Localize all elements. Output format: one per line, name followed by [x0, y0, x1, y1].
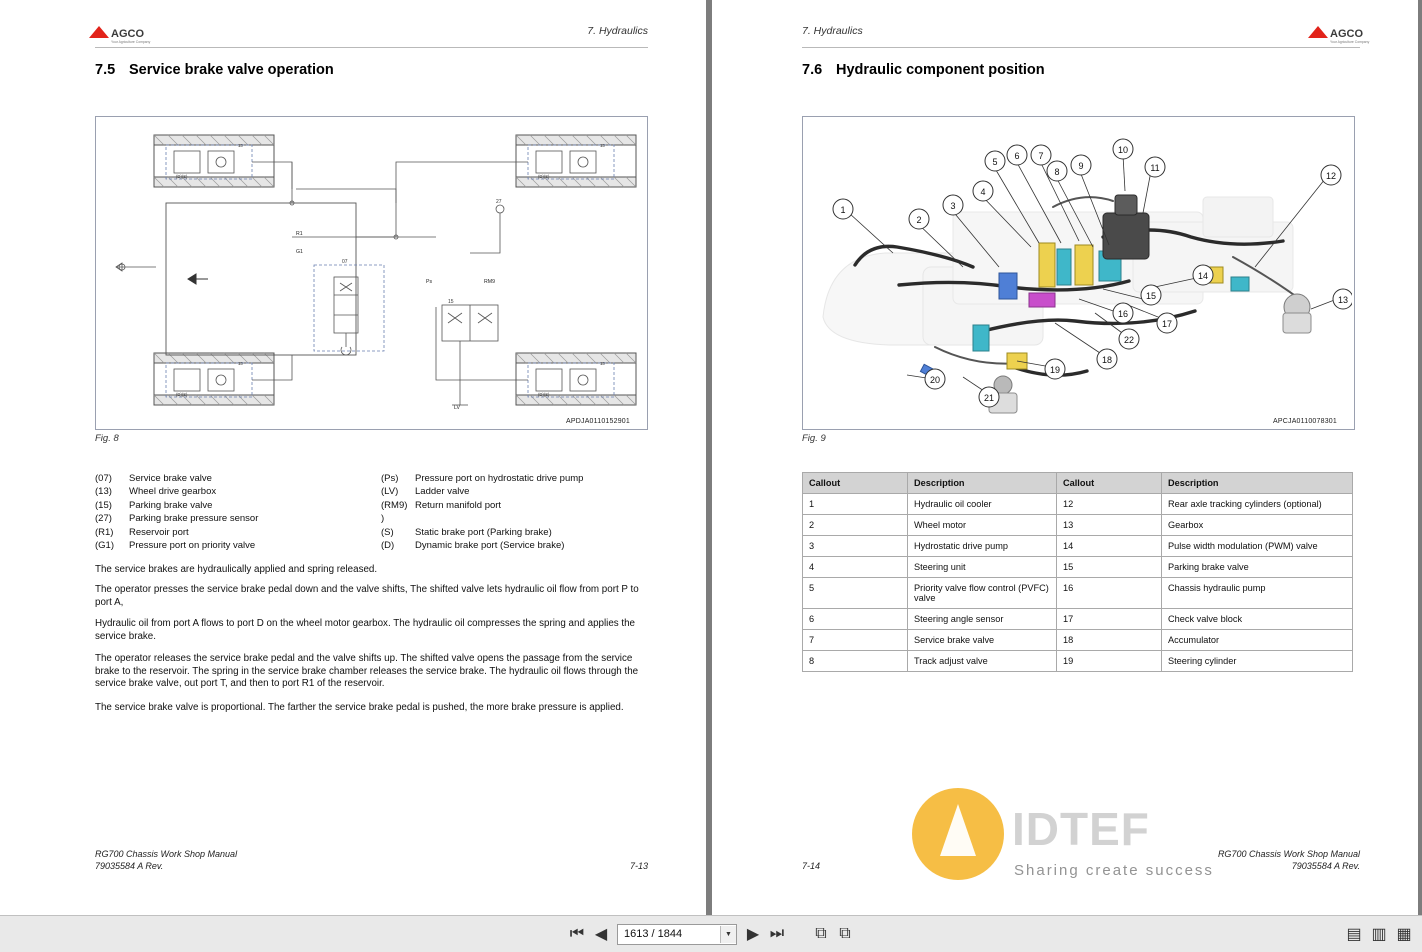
- cell-description: Check valve block: [1162, 609, 1353, 630]
- legend-item: (Ps) Pressure port on hydrostatic drive pump: [381, 473, 584, 484]
- svg-text:2: 2: [916, 215, 922, 225]
- cell-callout: 8: [803, 651, 908, 672]
- table-header-row: [803, 473, 1353, 494]
- svg-text:19: 19: [1049, 365, 1061, 375]
- table-row: [803, 515, 1353, 536]
- header-chapter-right: 7. Hydraulics: [802, 25, 863, 37]
- legend-item: (RM9) Return manifold port: [381, 499, 502, 511]
- single-page-view-icon[interactable]: ▤: [1346, 926, 1362, 943]
- svg-text:1: 1: [840, 205, 846, 215]
- legend-item: (15) Parking brake valve: [95, 499, 213, 511]
- svg-text:Your Agriculture Company: Your Agriculture Company: [111, 40, 151, 44]
- svg-text:7: 7: [1038, 151, 1044, 161]
- figure-9-label: Fig. 9: [802, 433, 826, 444]
- thumbnail-view-icon[interactable]: ▦: [1396, 926, 1412, 943]
- cell-description: Priority valve flow control (PVFC) valve: [908, 578, 1057, 609]
- svg-text:16: 16: [1117, 309, 1129, 319]
- agco-logo: [87, 24, 149, 44]
- footer-title-right: RG700 Chassis Work Shop Manual: [1217, 849, 1360, 859]
- footer-docnum-right: 79035584 A Rev.: [1291, 861, 1360, 871]
- pagination-controls: [569, 924, 853, 945]
- callout-table: [802, 472, 1353, 672]
- cell-description: Steering unit: [908, 557, 1057, 578]
- svg-text:G1: G1: [296, 249, 303, 255]
- svg-text:Your Agriculture Company: Your Agriculture Company: [1330, 40, 1370, 44]
- col-callout-1: Callout: [803, 473, 908, 494]
- footer-pageno-left: 7-13: [629, 861, 648, 871]
- viewer-toolbar[interactable]: [0, 915, 1422, 952]
- cell-description: Parking brake valve: [1162, 557, 1353, 578]
- figure-9-code: APCJA0110078301: [1273, 418, 1337, 425]
- fit-width-icon[interactable]: ⧉: [839, 925, 851, 942]
- cell-description: Accumulator: [1162, 630, 1353, 651]
- cell-callout: 4: [803, 557, 908, 578]
- cell-callout: 17: [1057, 609, 1162, 630]
- paragraph-1: The service brakes are hydraulically applied and spring released.: [95, 564, 378, 575]
- section-number-left: 7.5: [95, 62, 116, 78]
- svg-text:13: 13: [238, 361, 243, 366]
- table-row: [803, 494, 1353, 515]
- legend-item: (27) Parking brake pressure sensor: [95, 513, 259, 525]
- agco-logo-right: [1306, 24, 1368, 44]
- legend-item: (D) Dynamic brake port (Service brake): [381, 540, 565, 552]
- header-chapter-left: 7. Hydraulics: [587, 25, 648, 37]
- table-row: [803, 578, 1353, 609]
- svg-text:13: 13: [600, 143, 605, 148]
- last-page-button[interactable]: ⏭: [769, 925, 785, 942]
- svg-text:13: 13: [600, 361, 605, 366]
- svg-text:20: 20: [929, 375, 941, 385]
- page-number-input[interactable]: [617, 924, 737, 945]
- footer-left: [95, 848, 237, 872]
- svg-text:AGCO: AGCO: [1330, 28, 1363, 40]
- paragraph-5: The service brake valve is proportional. The farther the service brake pedal is pushed, the more brake pressure is applied.: [95, 702, 624, 713]
- footer-title-left: RG700 Chassis Work Shop Manual: [95, 849, 238, 859]
- cell-description: Steering angle sensor: [908, 609, 1057, 630]
- svg-text:18: 18: [1101, 355, 1113, 365]
- cell-description: Service brake valve: [908, 630, 1057, 651]
- legend-item: ): [381, 513, 385, 525]
- svg-text:17: 17: [1161, 319, 1173, 329]
- table-row: [803, 557, 1353, 578]
- cell-callout: 14: [1057, 536, 1162, 557]
- legend-item: (13) Wheel drive gearbox: [95, 486, 217, 498]
- footer-docnum-left: 79035584 A Rev.: [95, 861, 164, 871]
- svg-text:LV: LV: [454, 405, 460, 411]
- legend-item: (G1) Pressure port on priority valve: [95, 540, 256, 552]
- col-description-1: Description: [908, 473, 1057, 494]
- svg-text:07: 07: [342, 259, 348, 265]
- svg-text:15: 15: [448, 299, 454, 305]
- header-rule-left: [95, 47, 648, 48]
- col-callout-2: Callout: [1057, 473, 1162, 494]
- svg-text:3: 3: [950, 201, 956, 211]
- svg-text:5: 5: [992, 157, 998, 167]
- first-page-button[interactable]: ⏮: [569, 925, 585, 942]
- paragraph-4: The operator releases the service brake pedal and the valve shifts up. The shifted valve opens the passage from the service brake to the reservoir. The spring in the service brake chamber releases the service brake. The hydraulic oil flows through the service brake valve, out port T, and then to port R1 of the reservoir.: [95, 653, 639, 690]
- legend-item: (07) Service brake valve: [95, 473, 212, 484]
- cell-description: Wheel motor: [908, 515, 1057, 536]
- cell-description: Steering cylinder: [1162, 651, 1353, 672]
- page-header-right: [802, 22, 1370, 48]
- section-number-right: 7.6: [802, 62, 823, 78]
- legend-right-column: [381, 472, 651, 552]
- svg-text:14: 14: [1197, 271, 1209, 281]
- svg-text:11: 11: [1150, 163, 1160, 173]
- document-page-right: [712, 0, 1418, 916]
- svg-text:6: 6: [1014, 151, 1020, 161]
- svg-text:15: 15: [1145, 291, 1157, 301]
- cell-callout: 3: [803, 536, 908, 557]
- footer-pageno-right: 7-14: [802, 861, 821, 871]
- cell-description: Hydraulic oil cooler: [908, 494, 1057, 515]
- cell-callout: 12: [1057, 494, 1162, 515]
- cell-description: Gearbox: [1162, 515, 1353, 536]
- fit-page-icon[interactable]: ⧉: [815, 925, 827, 942]
- table-row: [803, 630, 1353, 651]
- svg-text:R1: R1: [296, 231, 303, 237]
- svg-text:Ps: Ps: [426, 279, 433, 285]
- svg-text:13: 13: [1337, 295, 1349, 305]
- figure-8-code: APDJA0110152901: [566, 418, 630, 425]
- chevron-down-icon[interactable]: ▼: [720, 926, 736, 943]
- page-header-left: [95, 22, 648, 48]
- figure-9: [802, 116, 1355, 430]
- cell-description: Chassis hydraulic pump: [1162, 578, 1353, 609]
- svg-text:10: 10: [1117, 145, 1129, 155]
- svg-text:(D)(S): (D)(S): [538, 174, 550, 179]
- next-page-button[interactable]: ▶: [746, 926, 760, 943]
- cell-description: Pulse width modulation (PWM) valve: [1162, 536, 1353, 557]
- footer-right: [1218, 848, 1360, 872]
- cell-description: Rear axle tracking cylinders (optional): [1162, 494, 1353, 515]
- svg-text:8: 8: [1054, 167, 1060, 177]
- document-page-left: [0, 0, 706, 916]
- svg-text:RM9: RM9: [484, 279, 495, 285]
- svg-text:(D)(S): (D)(S): [538, 392, 550, 397]
- page-number-value[interactable]: 1613 / 1844: [624, 928, 683, 940]
- legend-left-column: [95, 472, 285, 552]
- cell-callout: 1: [803, 494, 908, 515]
- cell-callout: 16: [1057, 578, 1162, 609]
- cell-callout: 19: [1057, 651, 1162, 672]
- cell-description: Track adjust valve: [908, 651, 1057, 672]
- figure-8: [95, 116, 648, 430]
- double-page-view-icon[interactable]: ▥: [1371, 926, 1387, 943]
- svg-text:(D)(S): (D)(S): [176, 392, 188, 397]
- cell-callout: 13: [1057, 515, 1162, 536]
- table-row: [803, 651, 1353, 672]
- watermark-tagline: Sharing create success: [1014, 862, 1214, 879]
- paragraph-3: Hydraulic oil from port A flows to port D on the wheel motor gearbox. The hydraulic oil compresses the spring and applies the service brake.: [95, 618, 636, 642]
- cell-callout: 5: [803, 578, 908, 609]
- cell-callout: 2: [803, 515, 908, 536]
- col-description-2: Description: [1162, 473, 1353, 494]
- svg-text:4: 4: [980, 187, 986, 197]
- cell-callout: 7: [803, 630, 908, 651]
- previous-page-button[interactable]: ◀: [594, 926, 608, 943]
- section-heading-left: Service brake valve operation: [129, 62, 334, 78]
- legend-item: (S) Static brake port (Parking brake): [381, 526, 552, 538]
- header-rule-right: [802, 47, 1360, 48]
- cell-callout: 6: [803, 609, 908, 630]
- cell-callout: 15: [1057, 557, 1162, 578]
- view-mode-controls: [1346, 926, 1412, 942]
- svg-text:12: 12: [1325, 171, 1337, 181]
- legend-item: (R1) Reservoir port: [95, 526, 189, 538]
- svg-text:9: 9: [1078, 161, 1084, 171]
- svg-text:27: 27: [496, 199, 502, 205]
- cell-description: Hydrostatic drive pump: [908, 536, 1057, 557]
- figure-8-label: Fig. 8: [95, 433, 119, 444]
- svg-text:(D)(S): (D)(S): [176, 174, 188, 179]
- table-row: [803, 536, 1353, 557]
- svg-text:21: 21: [983, 393, 995, 403]
- table-row: [803, 609, 1353, 630]
- svg-text:AGCO: AGCO: [111, 28, 144, 40]
- paragraph-2: The operator presses the service brake pedal down and the valve shifts, The shifted valve lets hydraulic oil flow from port P to port A,: [95, 584, 639, 608]
- watermark-brand: IDTEF: [1012, 803, 1150, 855]
- section-heading-right: Hydraulic component position: [836, 62, 1045, 78]
- section-title-right: [802, 62, 1045, 78]
- svg-text:13: 13: [238, 143, 243, 148]
- legend-item: (LV) Ladder valve: [381, 486, 470, 498]
- section-title-left: [95, 62, 334, 78]
- svg-text:22: 22: [1123, 335, 1135, 345]
- cell-callout: 18: [1057, 630, 1162, 651]
